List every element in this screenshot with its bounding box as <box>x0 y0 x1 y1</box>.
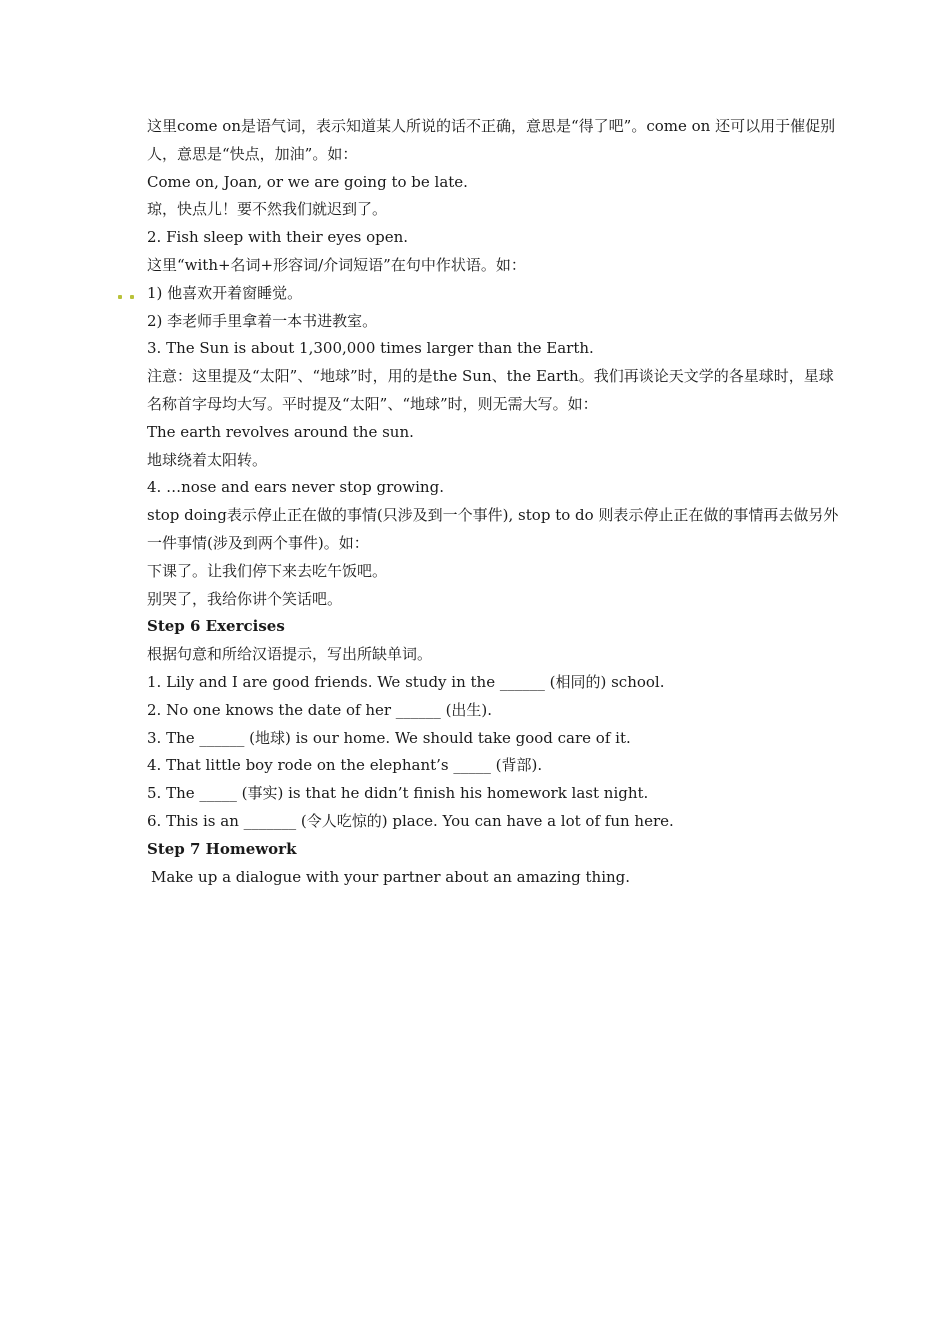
step6-heading: Step 6 Exercises <box>147 617 285 636</box>
exercise-item: 2. No one knows the date of her ______ (出生). <box>147 700 493 719</box>
note-paragraph: 注意：这里提及“太阳”、“地球”时，用的是the Sun、the Earth。我们再谈论天文学的各星球时，星球名称首字母均大写。平时提及“太阳”、“地球”时，则无需大写。如： <box>147 367 834 413</box>
exercise-item: 6. This is an _______ (令人吃惊的) place. You can have a lot of fun here. <box>147 811 674 830</box>
note-paragraph: 这里come on是语气词，表示知道某人所说的话不正确，意思是“得了吧”。come on 还可以用于催促别人，意思是“快点，加油”。如： <box>147 117 836 163</box>
example-item: 别哭了，我给你讲个笑话吧。 <box>147 589 343 608</box>
example-item: 下课了。让我们停下来去吃午饭吧。 <box>147 561 388 580</box>
example-translation: 地球绕着太阳转。 <box>147 450 268 469</box>
exercise-item: 4. That little boy rode on the elephant’s _____ (背部). <box>147 756 543 775</box>
margin-marks <box>118 295 140 301</box>
step6-instruction: 根据句意和所给汉语提示，写出所缺单词。 <box>147 645 433 664</box>
example-item: 2) 李老师手里拿着一本书进教室。 <box>147 311 378 330</box>
example-item: 1) 他喜欢开着窗睡觉。 <box>147 283 303 302</box>
note-heading: 4. …nose and ears never stop growing. <box>147 478 444 497</box>
exercise-item: 1. Lily and I are good friends. We study in the ______ (相同的) school. <box>147 672 665 691</box>
document-page <box>147 113 847 891</box>
exercise-item: 5. The _____ (事实) is that he didn’t finish his homework last night. <box>147 784 649 803</box>
note-paragraph: stop doing表示停止正在做的事情(只涉及到一个事件), stop to do 则表示停止正在做的事情再去做另外一件事情(涉及到两个事件)。如： <box>147 506 839 552</box>
note-heading: 2. Fish sleep with their eyes open. <box>147 228 409 247</box>
exercise-item: 3. The ______ (地球) is our home. We should take good care of it. <box>147 728 631 747</box>
example-sentence: The earth revolves around the sun. <box>147 422 414 441</box>
step7-heading: Step 7 Homework <box>147 839 297 858</box>
example-translation: 琼，快点儿！要不然我们就迟到了。 <box>147 200 388 219</box>
note-heading: 3. The Sun is about 1,300,000 times larger than the Earth. <box>147 339 594 358</box>
example-sentence: Come on, Joan, or we are going to be late. <box>147 172 468 191</box>
note-paragraph: 这里“with+名词+形容词/介词短语”在句中作状语。如： <box>147 255 526 274</box>
step7-text: Make up a dialogue with your partner about an amazing thing. <box>151 867 631 886</box>
